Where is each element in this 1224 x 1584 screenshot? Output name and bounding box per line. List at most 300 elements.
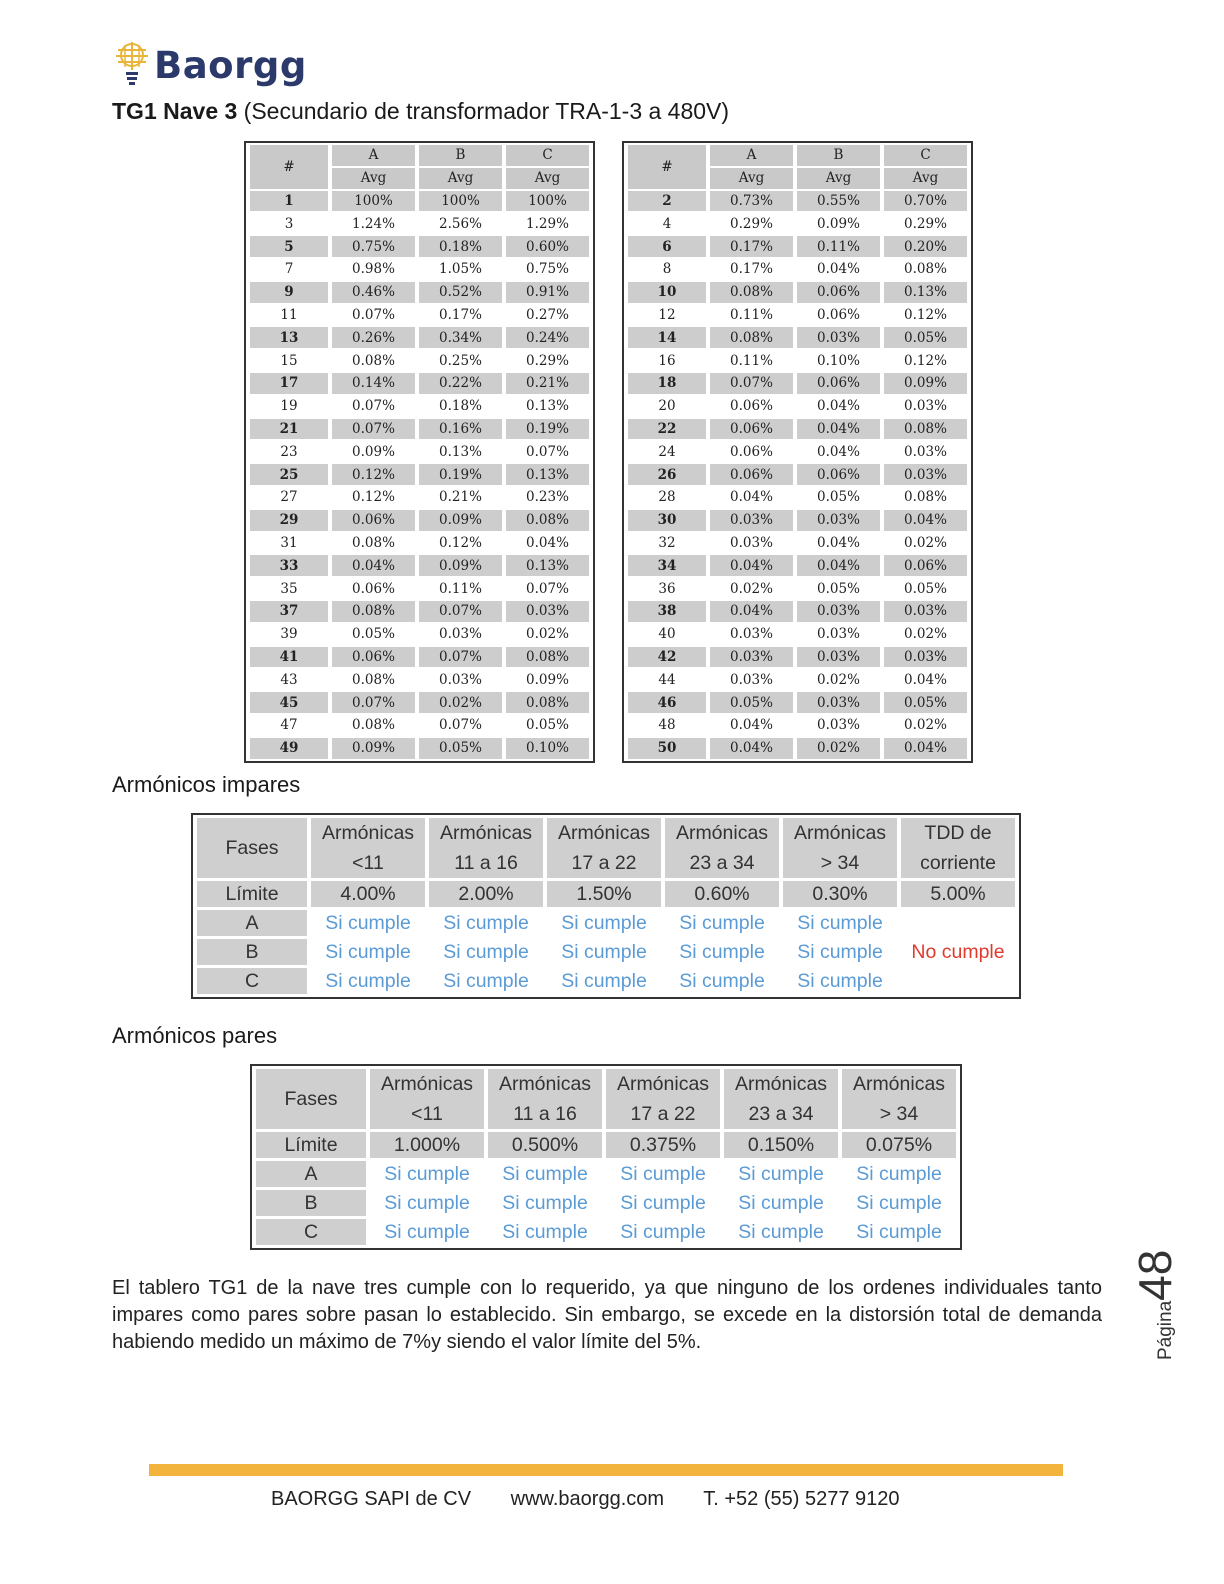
harmonic-order-cell: 13 (250, 327, 328, 348)
status-cell: Si cumple (856, 1191, 942, 1214)
harmonic-order-cell: 29 (250, 510, 328, 531)
limit-value: 1.50% (547, 881, 661, 907)
table-row (628, 647, 967, 668)
harmonic-order-cell: 4 (662, 215, 672, 232)
table-row (628, 601, 967, 622)
page-label: Página (1155, 1300, 1176, 1360)
harmonic-order-cell: 23 (280, 443, 298, 460)
harmonic-order-cell: 15 (280, 352, 298, 369)
title-bold: TG1 Nave 3 (112, 98, 238, 124)
phase-c-value-cell: 0.23% (526, 489, 569, 506)
harmonic-order-cell: 22 (628, 419, 706, 440)
phase-b-value-cell: 0.12% (439, 534, 482, 551)
status-cell: Si cumple (561, 911, 647, 934)
phase-c-value-cell: 0.06% (884, 555, 967, 576)
phase-a-value-cell: 0.03% (730, 626, 773, 643)
status-cell: Si cumple (502, 1162, 588, 1185)
phase-c-value-cell: 0.07% (526, 580, 569, 597)
phase-a-value-cell: 0.04% (710, 555, 793, 576)
phase-c-value-cell: 0.13% (506, 464, 589, 485)
status-cell: Si cumple (325, 940, 411, 963)
phase-c-value-cell: 0.20% (884, 236, 967, 257)
status-cell: Si cumple (325, 911, 411, 934)
phase-b-value-cell: 0.05% (817, 580, 860, 597)
phase-a-value-cell: 0.12% (352, 489, 395, 506)
phase-c-value-cell: 0.10% (506, 738, 589, 759)
page-number-value: 48 (1129, 1249, 1181, 1301)
harmonic-order-cell: 48 (658, 717, 676, 734)
limit-value: 1.000% (370, 1132, 484, 1158)
phase-c-value-cell: 0.29% (904, 215, 947, 232)
phase-c-value-cell: 0.29% (526, 352, 569, 369)
table-row (250, 692, 589, 713)
harmonic-order-cell: 8 (662, 261, 672, 278)
table-row (250, 350, 589, 371)
range-header: Armónicas <11 (311, 818, 425, 878)
limit-value: 0.60% (665, 881, 779, 907)
table-row (628, 510, 967, 531)
table-row (250, 282, 589, 303)
phase-b-value-cell: 0.06% (797, 464, 880, 485)
range-header: Armónicas 11 a 16 (488, 1069, 602, 1129)
status-cell: Si cumple (856, 1162, 942, 1185)
range-header: Armónicas > 34 (783, 818, 897, 878)
phase-c-value-cell: 0.12% (904, 306, 947, 323)
status-cell: Si cumple (502, 1220, 588, 1243)
footer (271, 1488, 934, 1511)
harmonic-order-cell: 44 (658, 671, 676, 688)
phase-b-value-cell: 0.13% (439, 443, 482, 460)
phase-c-value-cell: 0.03% (884, 647, 967, 668)
phase-b-value-cell: 0.06% (817, 306, 860, 323)
range-header: Armónicas <11 (370, 1069, 484, 1129)
tdd-header: TDD de corriente (901, 818, 1015, 878)
table-row (628, 282, 967, 303)
harmonic-order-cell: 36 (658, 580, 676, 597)
phase-c-value-cell: 0.70% (884, 191, 967, 212)
phase-a-value-cell: 0.98% (352, 261, 395, 278)
phase-a-value-cell: 0.06% (730, 443, 773, 460)
table-row (250, 305, 589, 326)
phase-a-value-cell: 0.26% (332, 327, 415, 348)
phase-a-value-cell: 0.08% (352, 534, 395, 551)
phase-a-value-cell: 0.06% (730, 398, 773, 415)
phase-b-value-cell: 2.56% (439, 215, 482, 232)
table-row (250, 191, 589, 212)
table-row (250, 373, 589, 394)
phase-b-value-cell: 0.07% (419, 601, 502, 622)
title-rest: (Secundario de transformador TRA-1-3 a 480V) (237, 98, 730, 124)
phase-b-value-cell: 0.03% (797, 692, 880, 713)
status-cell: Si cumple (384, 1191, 470, 1214)
phase-b-value-cell: 0.17% (439, 306, 482, 323)
phase-c-value-cell: 0.05% (904, 580, 947, 597)
phase-b-value-cell: 0.52% (419, 282, 502, 303)
limit-value: 5.00% (901, 881, 1015, 907)
phase-c-value-cell: 0.05% (884, 327, 967, 348)
phase-a-value-cell: 0.08% (332, 601, 415, 622)
phase-c-value-cell: 0.27% (526, 306, 569, 323)
phase-a-value-cell: 0.17% (710, 236, 793, 257)
status-cell: Si cumple (384, 1220, 470, 1243)
col-a-header: A (710, 145, 793, 166)
table-row (250, 259, 589, 280)
table-row (628, 464, 967, 485)
phase-a-value-cell: 0.14% (332, 373, 415, 394)
table-row (628, 738, 967, 759)
phase-a-value-cell: 0.08% (710, 327, 793, 348)
harmonic-order-cell: 6 (628, 236, 706, 257)
phase-b-value-cell: 0.22% (419, 373, 502, 394)
phase-a-value-cell: 0.07% (352, 306, 395, 323)
phase-a-value-cell: 0.07% (332, 692, 415, 713)
harmonic-order-cell: 27 (280, 489, 298, 506)
table-row (628, 213, 967, 234)
phase-c-value-cell: 0.08% (506, 647, 589, 668)
phase-b-value-cell: 0.07% (439, 717, 482, 734)
phase-c-value-cell: 0.08% (884, 419, 967, 440)
phase-c-value-cell: 0.08% (506, 510, 589, 531)
status-cell: Si cumple (620, 1191, 706, 1214)
logo-text: Baorgg (154, 43, 307, 87)
phase-c-value-cell: 0.09% (526, 671, 569, 688)
phase-a-value-cell: 0.07% (332, 419, 415, 440)
phase-a-value-cell: 0.07% (710, 373, 793, 394)
phase-c-value-cell: 0.08% (506, 692, 589, 713)
table-row (628, 259, 967, 280)
phase-b-value-cell: 0.04% (817, 443, 860, 460)
table-row (250, 213, 589, 234)
phase-a-value-cell: 0.12% (332, 464, 415, 485)
status-cell: Si cumple (620, 1220, 706, 1243)
phase-c-value-cell: 0.04% (904, 671, 947, 688)
harmonic-order-cell: 32 (658, 534, 676, 551)
phase-c-value-cell: 0.13% (884, 282, 967, 303)
phase-b-value-cell: 0.11% (797, 236, 880, 257)
phase-a-value-cell: 0.03% (730, 534, 773, 551)
harmonic-order-cell: 47 (280, 717, 298, 734)
status-cell: Si cumple (620, 1162, 706, 1185)
phase-label: B (256, 1190, 366, 1216)
phase-b-value-cell: 0.04% (817, 534, 860, 551)
limit-value: 0.500% (488, 1132, 602, 1158)
harmonic-order-cell: 49 (250, 738, 328, 759)
tdd-status-cell: No cumple (911, 940, 1005, 963)
table-row (628, 373, 967, 394)
phase-b-value-cell: 0.11% (439, 580, 482, 597)
phase-c-value-cell: 0.05% (526, 717, 569, 734)
status-cell: Si cumple (443, 911, 529, 934)
table-row (628, 350, 967, 371)
phase-a-value-cell: 0.06% (710, 464, 793, 485)
harmonic-order-cell: 40 (658, 626, 676, 643)
phase-c-value-cell: 0.07% (526, 443, 569, 460)
limit-value: 0.30% (783, 881, 897, 907)
harmonic-order-cell: 37 (250, 601, 328, 622)
phase-a-value-cell: 0.04% (332, 555, 415, 576)
harmonic-order-cell: 38 (628, 601, 706, 622)
status-cell: Si cumple (738, 1162, 824, 1185)
status-cell: Si cumple (443, 969, 529, 992)
table-row (250, 578, 589, 599)
harmonic-order-cell: 19 (280, 398, 298, 415)
table-row (628, 533, 967, 554)
phase-a-value-cell: 0.04% (710, 738, 793, 759)
footer-website-link[interactable]: www.baorgg.com (510, 1488, 665, 1510)
phase-b-value-cell: 0.03% (797, 647, 880, 668)
phase-b-value-cell: 0.25% (439, 352, 482, 369)
table-row (628, 692, 967, 713)
phase-label: A (256, 1161, 366, 1187)
table-row (250, 715, 589, 736)
phase-b-value-cell: 1.05% (439, 261, 482, 278)
phase-b-value-cell: 0.18% (419, 236, 502, 257)
phase-c-value-cell: 0.03% (904, 443, 947, 460)
phase-a-value-cell: 0.08% (352, 671, 395, 688)
status-cell: Si cumple (502, 1191, 588, 1214)
col-a-header: A (332, 145, 415, 166)
status-cell: Si cumple (738, 1220, 824, 1243)
table-row (250, 555, 589, 576)
table-row (250, 441, 589, 462)
conclusion-paragraph: El tablero TG1 de la nave tres cumple con lo requerido, ya que ninguno de los ordenes individuales tanto impares como pares sobre pasan lo establecido. Sin embargo, se excede en la distorsión total de demanda habiendo medido un máximo de 7%y siendo el valor límite del 5%. (112, 1277, 1102, 1353)
harmonic-order-cell: 28 (658, 489, 676, 506)
phase-a-value-cell: 100% (332, 191, 415, 212)
harmonic-order-cell: 30 (628, 510, 706, 531)
status-cell: Si cumple (325, 969, 411, 992)
range-header: Armónicas > 34 (842, 1069, 956, 1129)
status-cell: Si cumple (679, 940, 765, 963)
harmonic-order-cell: 18 (628, 373, 706, 394)
table-row (628, 327, 967, 348)
phase-b-value-cell: 0.34% (419, 327, 502, 348)
avg-header: Avg (797, 168, 880, 189)
phase-label: A (197, 910, 307, 936)
harmonic-order-cell: 17 (250, 373, 328, 394)
range-header: Armónicas 23 a 34 (724, 1069, 838, 1129)
harmonic-order-cell: 9 (250, 282, 328, 303)
table-row (628, 419, 967, 440)
phase-a-value-cell: 0.03% (710, 647, 793, 668)
phase-a-value-cell: 0.06% (332, 510, 415, 531)
odd-section-heading: Armónicos impares (112, 772, 301, 797)
phase-c-value-cell: 0.04% (526, 534, 569, 551)
status-cell: Si cumple (679, 911, 765, 934)
table-row (250, 327, 589, 348)
phase-b-value-cell: 0.16% (419, 419, 502, 440)
harmonic-order-cell: 50 (628, 738, 706, 759)
status-cell: Si cumple (561, 940, 647, 963)
table-row (250, 487, 589, 508)
status-cell: Si cumple (797, 969, 883, 992)
table-row (628, 441, 967, 462)
phase-a-value-cell: 0.11% (730, 306, 773, 323)
phase-b-value-cell: 0.02% (797, 738, 880, 759)
range-header: Armónicas 17 a 22 (547, 818, 661, 878)
phase-a-value-cell: 0.06% (352, 580, 395, 597)
status-cell: Si cumple (384, 1162, 470, 1185)
phase-b-value-cell: 0.04% (797, 555, 880, 576)
avg-header: Avg (419, 168, 502, 189)
phase-b-value-cell: 0.03% (817, 626, 860, 643)
phase-c-value-cell: 0.19% (506, 419, 589, 440)
phase-c-value-cell: 0.02% (904, 534, 947, 551)
harmonic-order-cell: 5 (250, 236, 328, 257)
phase-b-value-cell: 0.05% (419, 738, 502, 759)
phase-c-value-cell: 0.09% (884, 373, 967, 394)
phase-a-value-cell: 0.17% (730, 261, 773, 278)
table-row (628, 715, 967, 736)
table-row (628, 191, 967, 212)
phase-c-value-cell: 0.75% (526, 261, 569, 278)
table-row (628, 305, 967, 326)
harmonic-order-cell: 1 (250, 191, 328, 212)
phase-b-value-cell: 0.03% (797, 327, 880, 348)
phase-a-value-cell: 0.11% (730, 352, 773, 369)
phase-c-value-cell: 0.04% (884, 510, 967, 531)
phase-b-value-cell: 0.09% (419, 510, 502, 531)
hash-header: # (628, 145, 706, 189)
phase-label: C (197, 968, 307, 994)
table-row (250, 236, 589, 257)
range-header: Armónicas 11 a 16 (429, 818, 543, 878)
harmonic-order-cell: 26 (628, 464, 706, 485)
fases-header: Fases (197, 818, 307, 878)
footer-company: BAORGG SAPI de CV (271, 1488, 472, 1510)
limit-value: 0.075% (842, 1132, 956, 1158)
phase-b-value-cell: 0.05% (817, 489, 860, 506)
limit-value: 0.375% (606, 1132, 720, 1158)
table-row (628, 396, 967, 417)
phase-b-value-cell: 0.02% (817, 671, 860, 688)
table-row (250, 533, 589, 554)
table-row (628, 669, 967, 690)
avg-header: Avg (710, 168, 793, 189)
phase-c-value-cell: 0.03% (884, 601, 967, 622)
phase-a-value-cell: 0.08% (352, 352, 395, 369)
phase-b-value-cell: 0.55% (797, 191, 880, 212)
phase-c-value-cell: 0.13% (526, 398, 569, 415)
col-b-header: B (797, 145, 880, 166)
phase-a-value-cell: 1.24% (352, 215, 395, 232)
phase-b-value-cell: 0.02% (419, 692, 502, 713)
phase-c-value-cell: 0.03% (506, 601, 589, 622)
phase-a-value-cell: 0.04% (730, 489, 773, 506)
phase-b-value-cell: 0.09% (419, 555, 502, 576)
range-header: Armónicas 17 a 22 (606, 1069, 720, 1129)
phase-b-value-cell: 0.03% (439, 671, 482, 688)
phase-label: C (256, 1219, 366, 1245)
phase-b-value-cell: 0.06% (797, 282, 880, 303)
harmonic-order-cell: 39 (280, 626, 298, 643)
phase-c-value-cell: 0.03% (904, 398, 947, 415)
status-cell: Si cumple (561, 969, 647, 992)
phase-c-value-cell: 0.60% (506, 236, 589, 257)
harmonic-order-cell: 16 (658, 352, 676, 369)
status-cell: Si cumple (797, 911, 883, 934)
harmonic-order-cell: 46 (628, 692, 706, 713)
phase-b-value-cell: 0.19% (419, 464, 502, 485)
harmonic-order-cell: 7 (284, 261, 294, 278)
limite-label: Límite (256, 1132, 366, 1158)
table-row (628, 487, 967, 508)
footer-divider-bar (149, 1464, 1063, 1476)
range-header: Armónicas 23 a 34 (665, 818, 779, 878)
phase-a-value-cell: 0.08% (352, 717, 395, 734)
table-row (250, 647, 589, 668)
even-limits-table (250, 1064, 962, 1250)
phase-a-value-cell: 0.07% (352, 398, 395, 415)
phase-c-value-cell: 0.05% (884, 692, 967, 713)
harmonic-order-cell: 10 (628, 282, 706, 303)
phase-a-value-cell: 0.03% (710, 510, 793, 531)
status-cell: Si cumple (856, 1220, 942, 1243)
phase-b-value-cell: 100% (419, 191, 502, 212)
odd-limits-table (191, 813, 1021, 999)
phase-b-value-cell: 0.04% (817, 261, 860, 278)
status-cell: Si cumple (443, 940, 529, 963)
phase-a-value-cell: 0.09% (332, 738, 415, 759)
harmonic-order-cell: 41 (250, 647, 328, 668)
even-section-heading: Armónicos pares (112, 1023, 278, 1048)
phase-c-value-cell: 0.02% (904, 717, 947, 734)
phase-a-value-cell: 0.73% (710, 191, 793, 212)
phase-a-value-cell: 0.29% (730, 215, 773, 232)
limit-value: 2.00% (429, 881, 543, 907)
harmonic-order-cell: 25 (250, 464, 328, 485)
phase-a-value-cell: 0.04% (730, 717, 773, 734)
even-harmonics-data-table (622, 141, 973, 763)
phase-b-value-cell: 0.21% (439, 489, 482, 506)
phase-c-value-cell: 0.91% (506, 282, 589, 303)
col-c-header: C (884, 145, 967, 166)
phase-c-value-cell: 0.04% (884, 738, 967, 759)
harmonic-order-cell: 11 (280, 306, 298, 323)
phase-c-value-cell: 0.02% (904, 626, 947, 643)
phase-a-value-cell: 0.09% (352, 443, 395, 460)
hash-header: # (250, 145, 328, 189)
phase-b-value-cell: 0.04% (797, 419, 880, 440)
phase-a-value-cell: 0.03% (730, 671, 773, 688)
phase-b-value-cell: 0.09% (817, 215, 860, 232)
harmonic-order-cell: 34 (628, 555, 706, 576)
page-title (112, 98, 729, 125)
table-row (250, 464, 589, 485)
limit-value: 0.150% (724, 1132, 838, 1158)
status-cell: Si cumple (738, 1191, 824, 1214)
phase-c-value-cell: 0.08% (904, 261, 947, 278)
phase-label: B (197, 939, 307, 965)
avg-header: Avg (332, 168, 415, 189)
limite-label: Límite (197, 881, 307, 907)
phase-c-value-cell: 100% (506, 191, 589, 212)
phase-a-value-cell: 0.05% (710, 692, 793, 713)
footer-phone: T. +52 (55) 5277 9120 (703, 1488, 900, 1510)
status-cell: Si cumple (797, 940, 883, 963)
harmonic-order-cell: 42 (628, 647, 706, 668)
table-row (628, 236, 967, 257)
status-cell: Si cumple (679, 969, 765, 992)
phase-a-value-cell: 0.08% (710, 282, 793, 303)
phase-c-value-cell: 1.29% (526, 215, 569, 232)
table-row (628, 555, 967, 576)
table-row (628, 578, 967, 599)
phase-c-value-cell: 0.03% (884, 464, 967, 485)
harmonic-order-cell: 2 (628, 191, 706, 212)
harmonic-order-cell: 33 (250, 555, 328, 576)
phase-b-value-cell: 0.06% (797, 373, 880, 394)
harmonic-order-cell: 45 (250, 692, 328, 713)
